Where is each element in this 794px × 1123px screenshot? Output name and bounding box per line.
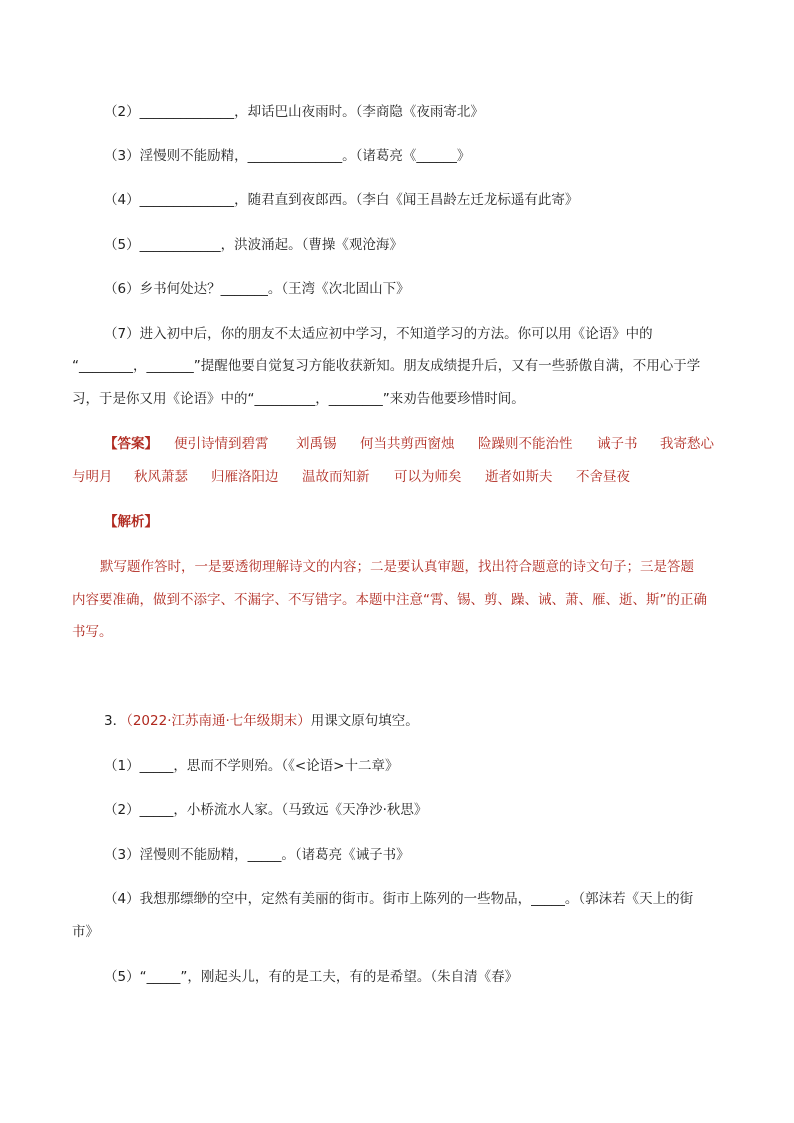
- answer-item: 可以为师矣: [394, 469, 462, 485]
- answer-item: 诫子书: [597, 436, 638, 452]
- q2-item-6: （6）乡书何处达？_______。（王湾《次北固山下》: [104, 281, 410, 297]
- analysis-heading: [104, 512, 158, 532]
- q3-item-3: （3）淫慢则不能励精，_____。（诸葛亮《诫子书》: [104, 847, 410, 863]
- answer-item: 我寄愁心: [660, 436, 714, 452]
- answer-item: 何当共剪西窗烛: [360, 436, 455, 452]
- answer-line-1: [104, 434, 714, 454]
- q2-item-7-line1: （7）进入初中后，你的朋友不太适应初中学习，不知道学习的方法。你可以用《论语》中的: [104, 326, 653, 342]
- answer-item: 刘禹锡: [296, 436, 337, 452]
- q3-item-4-line2: 市》: [72, 924, 99, 940]
- answer-label: 【答案】: [104, 436, 158, 452]
- answer-item: 秋风萧瑟: [134, 469, 188, 485]
- q2-item-5: （5）____________，洪波涌起。（曹操《观沧海》: [104, 237, 403, 253]
- q3-prompt: 用课文原句填空。: [310, 713, 419, 729]
- q2-item-7-line2: “________，_______”提醒他要自觉复习方能收获新知。朋友成绩提升后，又有一些骄傲自满，不用心于学: [72, 358, 701, 374]
- answer-item: 与明月: [72, 469, 113, 485]
- analysis-line1: 默写题作答时，一是要透彻理解诗文的内容；二是要认真审题，找出符合题意的诗文句子；三是答题: [100, 559, 694, 575]
- q3-heading: [104, 711, 419, 731]
- answer-item: 不舍昼夜: [576, 469, 630, 485]
- q3-number: 3．: [104, 713, 127, 729]
- answer-item: 逝者如斯夫: [485, 469, 553, 485]
- answer-item: 险躁则不能治性: [478, 436, 573, 452]
- q2-item-3: （3）淫慢则不能励精，______________。（诸葛亮《______》: [104, 148, 471, 164]
- answer-item: 温故而知新: [302, 469, 370, 485]
- analysis-line2: 内容要准确，做到不添字、不漏字、不写错字。本题中注意“霄、锡、剪、躁、诫、萧、雁、逝、斯”的正确: [72, 592, 707, 608]
- analysis-label: 【解析】: [104, 514, 158, 530]
- answer-item: 归雁洛阳边: [211, 469, 279, 485]
- q3-item-4-line1: （4）我想那缥缈的空中，定然有美丽的街市。街市上陈列的一些物品，_____。（郭沫若《天上的街: [104, 891, 694, 907]
- q3-source: （2022·江苏南通·七年级期末）: [126, 713, 311, 729]
- answer-item: 便引诗情到碧霄: [174, 436, 269, 452]
- q2-item-7-line3: 习，于是你又用《论语》中的“_________，________”来劝告他要珍惜时间。: [72, 391, 525, 407]
- q3-item-1: （1）_____，思而不学则殆。（《<论语>十二章》: [104, 758, 399, 774]
- q3-item-5: （5）“_____”，刚起头儿，有的是工夫，有的是希望。（朱自清《春》: [104, 969, 519, 985]
- analysis-line3: 书写。: [72, 624, 113, 640]
- q2-item-2: （2）______________，却话巴山夜雨时。（李商隐《夜雨寄北》: [104, 104, 484, 120]
- q2-item-4: （4）______________，随君直到夜郎西。（李白《闻王昌龄左迁龙标遥有此寄》: [104, 192, 579, 208]
- q3-item-2: （2）_____，小桥流水人家。（马致远《天净沙·秋思》: [104, 802, 428, 818]
